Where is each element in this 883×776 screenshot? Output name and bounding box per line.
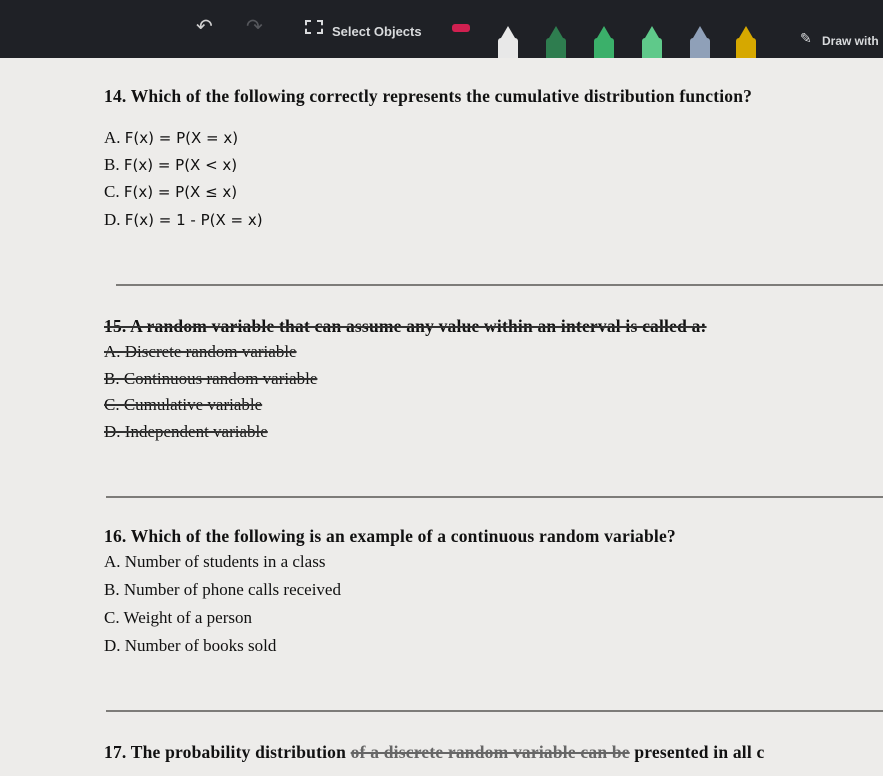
pen-tool-dark-green-icon[interactable]: [546, 26, 566, 58]
pen-tool-gray-icon[interactable]: [690, 26, 710, 58]
q15-option-b: B. Continuous random variable: [104, 369, 318, 388]
q14-option-c: C. F(x) = P(X ≤ x): [104, 182, 238, 201]
pen-tool-light-green-icon[interactable]: [642, 26, 662, 58]
divider: [116, 284, 883, 286]
draw-with-label[interactable]: Draw with: [822, 34, 879, 48]
select-objects-icon[interactable]: [305, 20, 323, 34]
q16-option-c: C. Weight of a person: [104, 608, 252, 627]
q15-option-a: A. Discrete random variable: [104, 342, 297, 361]
q15-option-c: C. Cumulative variable: [104, 395, 263, 414]
highlighter-yellow-icon[interactable]: [736, 26, 756, 58]
pen-tool-green-icon[interactable]: [594, 26, 614, 58]
q15-option-d: D. Independent variable: [104, 422, 268, 441]
q14-option-a: A. F(x) = P(X = x): [104, 128, 239, 147]
q14-option-b: B. F(x) = P(X < x): [104, 155, 238, 174]
divider: [106, 496, 883, 498]
question-17-title: 17. The probability distribution of a discrete random variable can be presented in all c: [104, 742, 765, 762]
q16-option-a: A. Number of students in a class: [104, 552, 326, 571]
redo-icon[interactable]: ↷: [246, 16, 263, 38]
divider: [106, 710, 883, 712]
select-objects-label[interactable]: Select Objects: [332, 24, 422, 39]
q16-option-b: B. Number of phone calls received: [104, 580, 341, 599]
pen-tool-white-icon[interactable]: [498, 26, 518, 58]
question-16-title: 16. Which of the following is an example of a continuous random variable?: [104, 526, 676, 546]
draw-with-icon[interactable]: ✎: [800, 30, 812, 46]
annotation-toolbar: [0, 0, 883, 58]
question-15-title: 15. A random variable that can assume any value within an interval is called a:: [104, 316, 707, 336]
q16-option-d: D. Number of books sold: [104, 636, 277, 655]
document-page: [0, 58, 883, 776]
q14-option-d: D. F(x) = 1 - P(X = x): [104, 210, 263, 229]
eraser-icon[interactable]: [452, 24, 470, 32]
undo-icon[interactable]: ↶: [196, 16, 213, 38]
question-14-title: 14. Which of the following correctly represents the cumulative distribution function?: [104, 86, 753, 106]
